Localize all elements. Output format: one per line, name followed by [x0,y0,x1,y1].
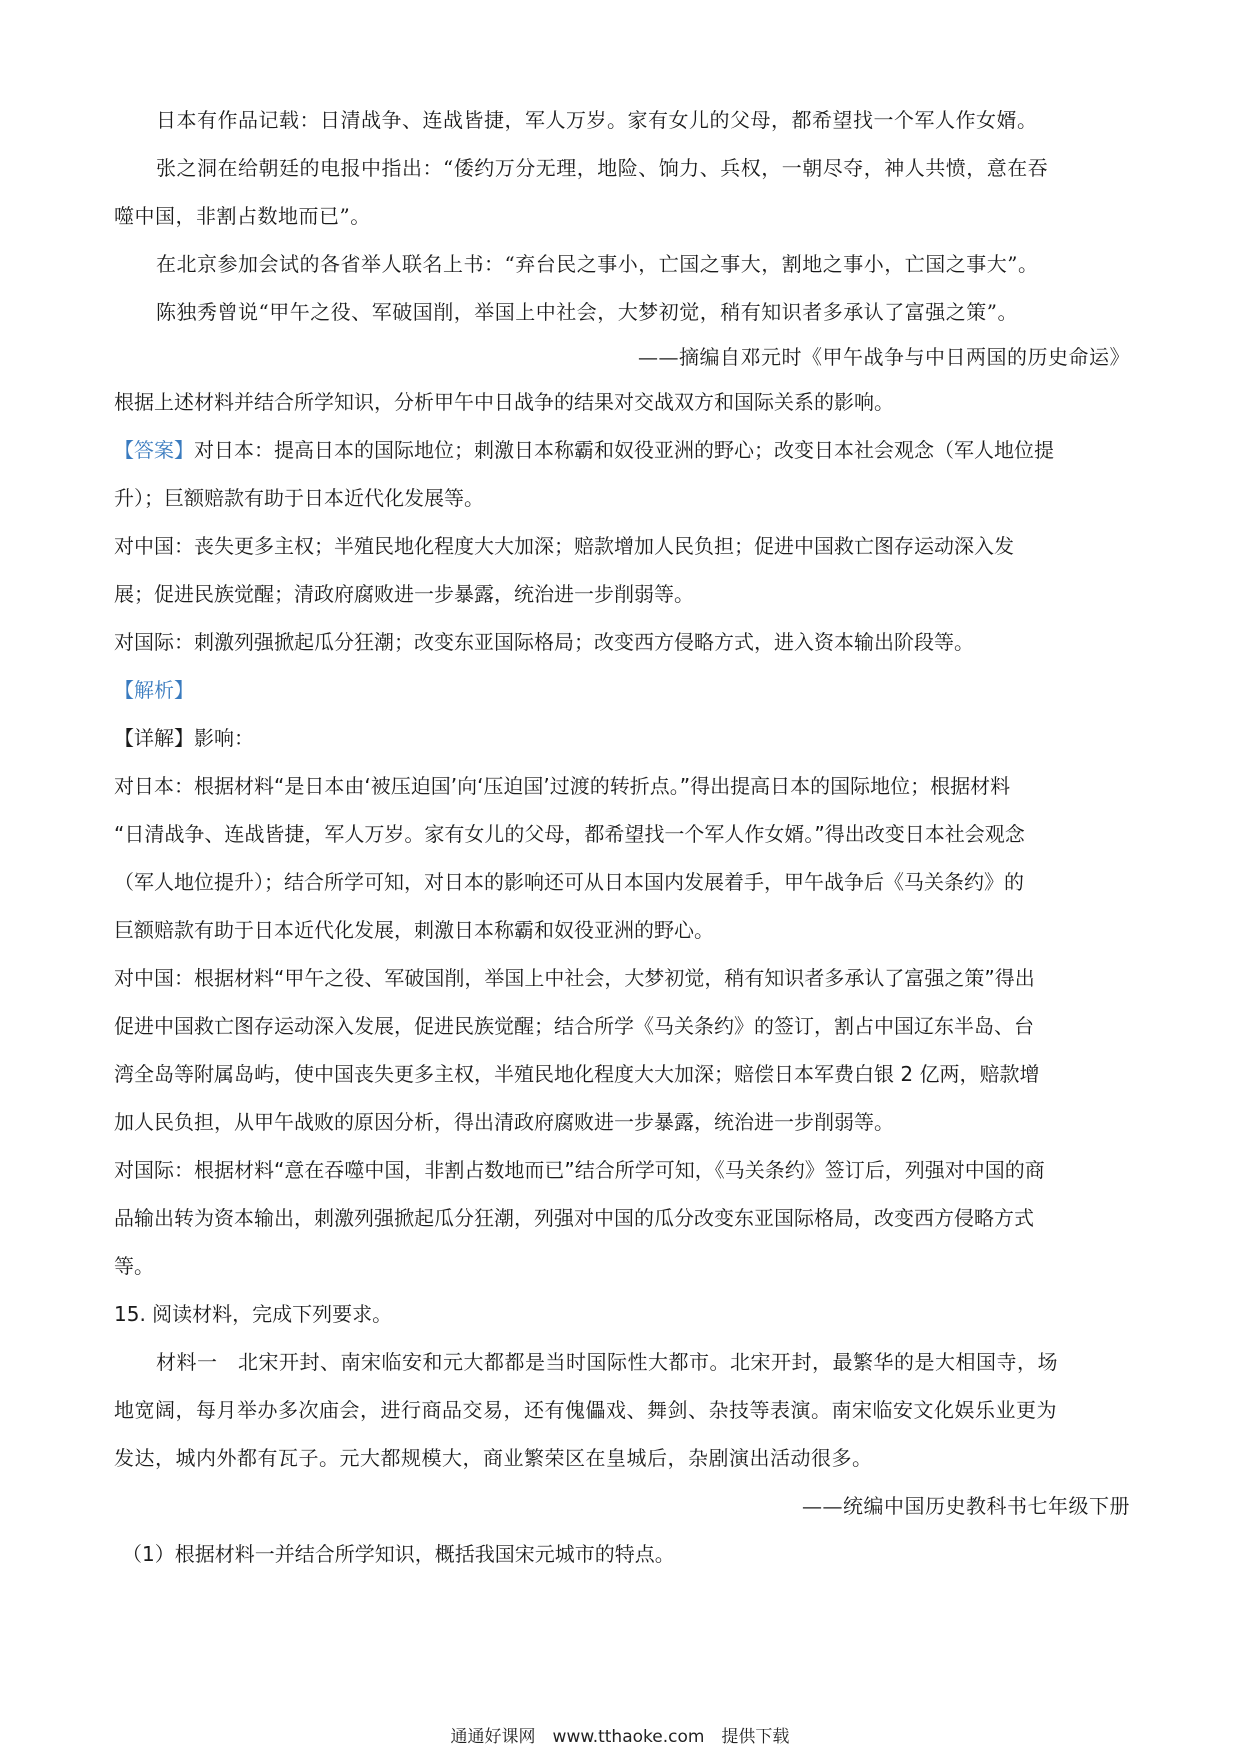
analysis-line: 湾全岛等附属岛屿，使中国丧失更多主权，半殖民地化程度大大加深；赔偿日本军费白银 2 亿两，赔款增 [114,1062,1040,1086]
document-page [114,96,1130,1578]
analysis-line: 促进中国救亡图存运动深入发展，促进民族觉醒；结合所学《马关条约》的签订，割占中国辽东半岛、台 [114,1014,1034,1038]
material-one: 地宽阔，每月举办多次庙会，进行商品交易，还有傀儡戏、舞剑、杂技等表演。南宋临安文化娱乐业更为 [114,1398,1057,1422]
answer-text: 对日本：提高日本的国际地位；刺激日本称霸和奴役亚洲的野心；改变日本社会观念（军人地位提 [194,438,1054,462]
material-quote: 日本有作品记载：日清战争、连战皆捷，军人万岁。家有女儿的父母，都希望找一个军人作女婿。 [156,108,1038,132]
answer-line: 对国际：刺激列强掀起瓜分狂潮；改变东亚国际格局；改变西方侵略方式，进入资本输出阶段等。 [114,630,974,654]
material-quote: 噬中国，非割占数地而已”。 [114,204,371,228]
analysis-line: 对国际：根据材料“意在吞噬中国，非割占数地而已”结合所学可知，《马关条约》签订后，列强对中国的商 [114,1158,1045,1182]
answer-tag: 【答案】 [114,438,194,462]
material-source: ——摘编自邓元时《甲午战争与中日两国的历史命运》 [638,345,1130,369]
footer-credit: 通通好课网 www.tthaoke.com 提供下载 [450,1727,790,1747]
analysis-line: 巨额赔款有助于日本近代化发展，刺激日本称霸和奴役亚洲的野心。 [114,918,714,942]
analysis-line: （军人地位提升）；结合所学可知，对日本的影响还可从日本国内发展着手，甲午战争后《马关条约》的 [114,870,1024,894]
detail-label: 【详解】影响： [114,726,254,750]
question-15-title: 15. 阅读材料，完成下列要求。 [114,1302,393,1326]
material-quote: 陈独秀曾说“甲午之役、军破国削，举国上中社会，大梦初觉，稍有知识者多承认了富强之策”。 [156,300,1018,324]
sub-question-1: （1）根据材料一并结合所学知识，概括我国宋元城市的特点。 [122,1542,675,1566]
analysis-line: 等。 [114,1254,154,1278]
answer-line: 升）；巨额赔款有助于日本近代化发展等。 [114,486,484,510]
material-quote: 张之洞在给朝廷的电报中指出：“倭约万分无理，地险、饷力、兵权，一朝尽夺，神人共愤，意在吞 [156,156,1049,180]
material-source: ——统编中国历史教科书七年级下册 [802,1494,1130,1518]
analysis-line: 品输出转为资本输出，刺激列强掀起瓜分狂潮，列强对中国的瓜分改变东亚国际格局，改变西方侵略方式 [114,1206,1034,1230]
question-text: 根据上述材料并结合所学知识，分析甲午中日战争的结果对交战双方和国际关系的影响。 [114,390,894,414]
analysis-tag: 【解析】 [114,678,194,702]
answer-line: 展；促进民族觉醒；清政府腐败进一步暴露，统治进一步削弱等。 [114,582,694,606]
material-one: 材料一 北宋开封、南宋临安和元大都都是当时国际性大都市。北宋开封，最繁华的是大相国寺，场 [156,1350,1058,1374]
material-quote: 在北京参加会试的各省举人联名上书：“弃台民之事小，亡国之事大，割地之事小，亡国之事大”。 [156,252,1039,276]
analysis-line: 对日本：根据材料“是日本由‘被压迫国’向‘压迫国’过渡的转折点。”得出提高日本的国际地位；根据材料 [114,774,1011,798]
analysis-line: 对中国：根据材料“甲午之役、军破国削，举国上中社会，大梦初觉，稍有知识者多承认了富强之策”得出 [114,966,1035,990]
analysis-line: “日清战争、连战皆捷，军人万岁。家有女儿的父母，都希望找一个军人作女婿。”得出改变日本社会观念 [114,822,1025,846]
answer-line: 对中国：丧失更多主权；半殖民地化程度大大加深；赔款增加人民负担；促进中国救亡图存运动深入发 [114,534,1014,558]
material-one: 发达，城内外都有瓦子。元大都规模大，商业繁荣区在皇城后，杂剧演出活动很多。 [114,1446,873,1470]
analysis-line: 加人民负担，从甲午战败的原因分析，得出清政府腐败进一步暴露，统治进一步削弱等。 [114,1110,894,1134]
answer-line [114,426,1130,474]
